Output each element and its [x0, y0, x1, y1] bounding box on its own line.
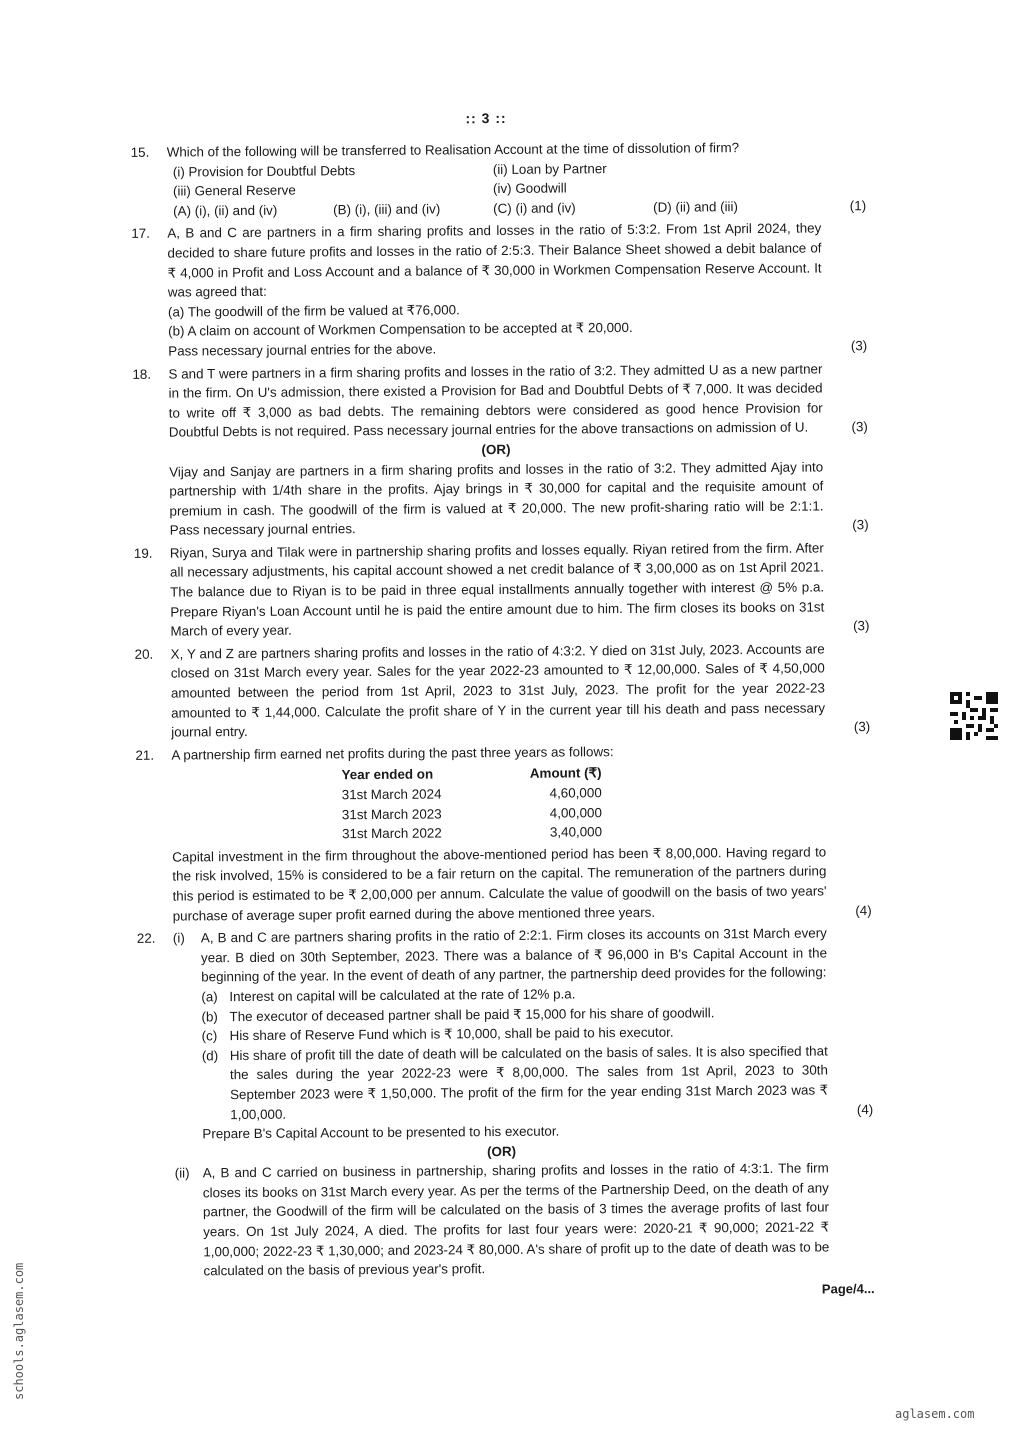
marks: (4) [856, 1101, 874, 1117]
question-number: 15. [130, 144, 150, 160]
sub-text: His share of Reserve Fund which is ₹ 10,000, shall be paid to his executor. [229, 1024, 674, 1044]
choice-a: (A) (i), (ii) and (iv) [173, 202, 278, 219]
sub-label: (c) [201, 1028, 218, 1044]
choice-b: (B) (i), (iii) and (iv) [333, 201, 441, 218]
alternative-question-text: Vijay and Sanjay are partners in a firm sharing profits and losses in the ratio of 3:2. They admitted Ajay into partnership with 1/4th share in the profits. Ajay brings in ₹ 30,000 for capital and the requisite amount of premium in cash. The goodwill of the firm is valued at ₹ 20,000. The new profit-sharing ratio will be 2:1:1. Pass necessary journal entries. [169, 458, 824, 538]
question-number: 22. [136, 930, 156, 947]
question-22 [136, 924, 874, 1282]
question-number: 19. [133, 545, 153, 561]
table-cell: 31st March 2022 [341, 825, 442, 842]
question-number: 17. [131, 226, 151, 242]
sub-label: (a) [201, 989, 218, 1005]
marks: (1) [849, 197, 867, 214]
table-cell: 3,40,000 [549, 824, 603, 840]
question-text: Riyan, Surya and Tilak were in partnership sharing profits and losses equally. Riyan retired from the firm. After all necessary adjustments, his capital account showed a net credit balance of ₹ 3,00,000 as on 1st April 2021. The balance due to Riyan is to be paid in three equal installments annually together with interest @ 5% p.a. Prepare Riyan's Loan Account until he is paid the entire amount due to him. The firm closes its books on 31st March of every year. [169, 540, 825, 639]
part-label: (ii) [174, 1165, 190, 1181]
table-cell: 4,60,000 [549, 785, 602, 801]
sub-text: Interest on capital will be calculated at the rate of 12% p.a. [229, 986, 576, 1005]
marks: (3) [852, 517, 869, 533]
instruction: Prepare B's Capital Account to be presented to his executor. [202, 1123, 560, 1142]
sub-label: (b) [201, 1008, 218, 1024]
item: (iii) General Reserve [172, 182, 296, 199]
watermark-right: aglasem.com [895, 1407, 975, 1421]
page-number-header: :: 3 :: [465, 109, 507, 127]
item: (i) Provision for Doubtful Debts [172, 162, 356, 180]
choice-d: (D) (ii) and (iii) [653, 198, 739, 215]
question-text: Which of the following will be transferred to Realisation Account at the time of dissolution of firm? [166, 140, 740, 160]
sub-text: The executor of deceased partner shall be paid ₹ 15,000 for his share of goodwill. [229, 1004, 715, 1024]
question-number: 21. [135, 747, 155, 763]
question-19 [133, 538, 870, 641]
questions-list [130, 137, 875, 1303]
table-cell: 31st March 2023 [341, 806, 442, 822]
table-header: Year ended on [341, 766, 434, 783]
marks: (4) [855, 902, 872, 918]
part-ii-text: A, B and C carried on business in partnership, sharing profits and losses in the ratio of 4:3:1. The firm closes its books on 31st March every year. As per the terms of the Partnership Deed, on the death of any partner, the Goodwill of the firm will be calculated on the basis of 3 times the average profits of last four years. On 1st July 2024, A died. The profits for last four years were: 2020-21 ₹ 90,000; 2021-22 ₹ 1,00,000; 2022-23 ₹ 1,30,000; and 2023-24 ₹ 80,000. A's share of profit up to the date of death was to be calculated on the basis of previous year's profit. [202, 1160, 830, 1279]
marks: (3) [852, 618, 870, 634]
question-17 [131, 219, 868, 362]
watermark-left: schools.aglasem.com [12, 1262, 26, 1400]
question-21 [135, 740, 872, 926]
question-18 [132, 359, 869, 541]
marks: (3) [850, 338, 868, 354]
part-label: (i) [172, 930, 185, 946]
question-text-continued: Capital investment in the firm throughout the above-mentioned period has been ₹ 8,00,000. Having regard to the risk involved, 15% is considered to be a fair return on the capital. The remuneration of the partners during this period is estimated to be ₹ 2,00,000 per annum. Calculate the value of goodwill on the basis of two years' purchase of average super profit earned during the above mentioned three years. [172, 844, 827, 924]
question-15 [130, 137, 867, 221]
qr-code-icon [950, 692, 998, 740]
table-header: Amount (₹) [529, 765, 602, 782]
question-text: A, B and C are partners in a firm sharing profits and losses in the ratio of 5:3:2. From 1st April 2024, they decided to share future profits and losses in the ratio of 2:5:3. Their Balance Sheet showed a debit balance of ₹ 4,000 in Profit and Loss Account and a balance of ₹ 30,000 in Workmen Compensation Reserve Account. It was agreed that: [167, 220, 822, 300]
question-text: A partnership firm earned net profits during the past three years as follows: [171, 743, 614, 763]
profits-table [342, 762, 827, 844]
item: (ii) Loan by Partner [492, 160, 607, 177]
question-number: 20. [134, 646, 154, 662]
next-page-indicator: Page/4... [821, 1280, 875, 1297]
question-20 [134, 639, 871, 742]
condition-b: (b) A claim on account of Workmen Compensation to be accepted at ₹ 20,000. [168, 320, 633, 339]
marks: (3) [851, 419, 868, 435]
or-separator: (OR) [481, 441, 511, 458]
question-text: S and T were partners in a firm sharing profits and losses in the ratio of 3:2. They admitted U as a new partner in the firm. On U's admission, there existed a Provision for Bad and Doubtful Debts of ₹ 7,000. It was decided to write off ₹ 3,000 as bad debts. The remaining debtors were considered as good hence Provision for Doubtful Debts is not required. Pass necessary journal entries for the above transactions on admission of U. [168, 360, 823, 440]
question-number: 18. [132, 366, 152, 382]
part-i-text: A, B and C are partners sharing profits in the ratio of 2:2:1. Firm closes its accounts on 31st March every year. B died on 30th September, 2023. There was a balance of ₹ 96,000 in B's Capital Account in the beginning of the year. In the event of death of any partner, the partnership deed provides for the following: [200, 925, 828, 985]
question-text: X, Y and Z are partners sharing profits and losses in the ratio of 4:3:2. Y died on 31st July, 2023. Accounts are closed on 31st March every year. Sales for the year 2022-23 amounted to ₹ 12,00,000. Sales of ₹ 4,50,000 amounted between the period from 1st April, 2023 to 31st July, 2023. The profit for the year 2022-23 amounted to ₹ 1,44,000. Calculate the profit share of Y in the current year till his death and pass necessary journal entry. [170, 641, 826, 740]
item: (iv) Goodwill [492, 180, 567, 197]
marks: (3) [853, 719, 871, 735]
condition-a: (a) The goodwill of the firm be valued at ₹76,000. [167, 302, 460, 320]
choice-c: (C) (i) and (iv) [493, 200, 576, 216]
sub-label: (d) [201, 1047, 219, 1064]
or-separator: (OR) [486, 1143, 517, 1159]
instruction: Pass necessary journal entries for the above. [168, 341, 437, 359]
sub-text: His share of profit till the date of death will be calculated on the basis of sales. It is also specified that the sales during the year 2022-23 were ₹ 8,00,000. The sales from 1st April, 2023 to 30th September 2023 were ₹ 1,50,000. The profit of the firm for the year ending 31st March 2023 was ₹ 1,00,000. [229, 1043, 829, 1122]
table-cell: 31st March 2024 [341, 786, 442, 803]
table-cell: 4,00,000 [549, 804, 602, 821]
